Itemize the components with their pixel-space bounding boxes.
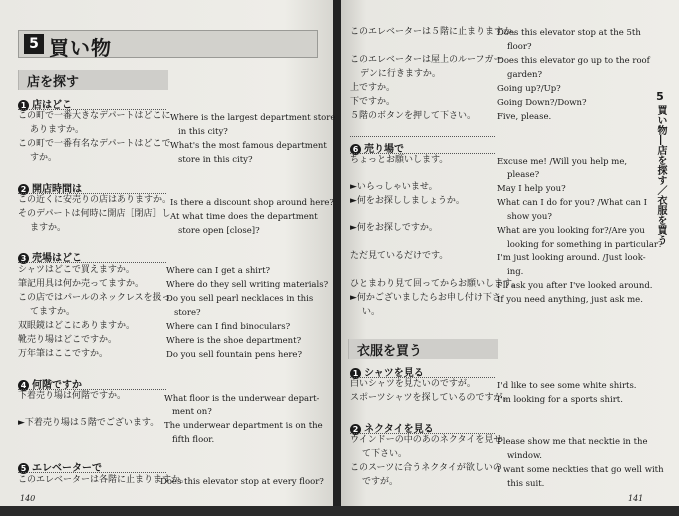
en-phrase: garden? <box>507 70 543 80</box>
dotted-divider <box>350 136 495 137</box>
en-phrase: in this city? <box>178 127 228 137</box>
jp-phrase: すか。 <box>30 153 58 163</box>
dotted-divider <box>18 262 166 263</box>
en-phrase: Going up?/Up? <box>497 84 561 94</box>
jp-phrase: ちょっとお願いします。 <box>350 155 449 165</box>
subsection-number: 4 <box>18 380 29 391</box>
subsection-title: 店はどこ <box>32 100 72 111</box>
jp-phrase: 下着売り場は何階ですか。 <box>18 391 127 401</box>
subsection-title: シャツを見る <box>364 368 424 379</box>
en-phrase: window. <box>507 451 542 461</box>
section-title: 店を探す <box>27 75 80 90</box>
jp-phrase: て下さい。 <box>362 449 408 459</box>
en-phrase: Where can I find binoculars? <box>166 322 291 332</box>
subsection-number: 6 <box>350 144 361 155</box>
en-phrase: I'd like to see some white shirts. <box>497 381 637 391</box>
jp-phrase: この近くに安売りの店はありますか。 <box>18 195 172 205</box>
en-phrase: I'm just looking around. /Just look- <box>497 253 646 263</box>
subsection-number: 2 <box>350 424 361 435</box>
en-phrase: store in this city? <box>178 155 253 165</box>
subsection-number: 3 <box>18 253 29 264</box>
jp-phrase: ►何をお探しですか。 <box>350 223 438 233</box>
jp-phrase: ５階のボタンを押して下さい。 <box>350 111 477 121</box>
en-phrase: I'm looking for a sports shirt. <box>497 395 623 405</box>
en-phrase: Excuse me! /Will you help me, <box>497 157 628 167</box>
en-phrase: If you need anything, just ask me. <box>497 295 643 305</box>
jp-phrase: ►何かございましたらお申し付け下さ <box>350 293 501 303</box>
subsection-number: 5 <box>18 463 29 474</box>
side-tab-text: 買い物―店を探す／衣服を買う <box>655 105 666 245</box>
jp-phrase: この町で一番有名なデパートはどこで <box>18 139 171 149</box>
jp-phrase: ますか。 <box>30 223 67 233</box>
page-number-right: 141 <box>628 494 644 503</box>
jp-phrase: 上ですか。 <box>350 83 396 93</box>
subsection-title: ネクタイを見る <box>364 424 434 435</box>
en-phrase: What's the most famous department <box>170 141 327 151</box>
en-phrase: Does this elevator go up to the roof <box>497 56 650 66</box>
jp-phrase: このスーツに合うネクタイが欲しいの <box>350 463 502 473</box>
subsection-title: 売り場で <box>364 144 404 155</box>
jp-phrase: 双眼鏡はどこにありますか。 <box>18 321 136 331</box>
jp-phrase: このエレベーターは５階に止まりますか。 <box>350 27 522 37</box>
book-gutter <box>333 0 341 516</box>
page-number-left: 140 <box>20 494 36 503</box>
en-phrase: looking for something in particular? <box>507 240 663 250</box>
en-phrase: I want some neckties that go well with <box>497 465 664 475</box>
jp-phrase: 筆記用具は何か売ってますか。 <box>18 279 145 289</box>
subsection-number: 1 <box>18 100 29 111</box>
jp-phrase: 下ですか。 <box>350 97 396 107</box>
jp-phrase: ウインドーの中のあのネクタイを見せ <box>350 435 503 445</box>
section-header-find-store <box>18 70 168 90</box>
jp-phrase: このエレベーターは屋上のルーフガー <box>350 55 503 65</box>
subsection-title: 何階ですか <box>32 380 82 391</box>
jp-phrase: ひとまわり見て回ってからお願いします。 <box>350 279 521 289</box>
jp-phrase: デンに行きますか。 <box>360 69 441 79</box>
en-phrase: Where is the shoe department? <box>166 336 302 346</box>
chapter-number: 5 <box>24 34 44 54</box>
jp-phrase: そのデパートは何時に開店［閉店］し <box>18 209 171 219</box>
side-tab <box>650 90 670 245</box>
en-phrase: Does this elevator stop at the 5th <box>497 28 641 38</box>
jp-phrase: 白いシャツを見たいのですが。 <box>350 379 476 389</box>
en-phrase: show you? <box>507 212 552 222</box>
en-phrase: At what time does the department <box>170 212 318 222</box>
en-phrase: ment on? <box>172 407 212 417</box>
subsection-title: 開店時間は <box>32 184 82 195</box>
subsection-number: 1 <box>350 368 361 379</box>
en-phrase: floor? <box>507 42 532 52</box>
dotted-divider <box>18 472 166 473</box>
en-phrase: The underwear department is on the <box>164 421 323 431</box>
jp-phrase: ►いらっしゃいませ。 <box>350 182 438 192</box>
en-phrase: please? <box>507 170 540 180</box>
en-phrase: fifth floor. <box>172 435 215 445</box>
en-phrase: Does this elevator stop at every floor? <box>160 477 324 487</box>
en-phrase: What floor is the underwear depart- <box>164 394 320 404</box>
en-phrase: store open [close]? <box>178 226 260 236</box>
chapter-header <box>18 30 318 58</box>
jp-phrase: い。 <box>362 307 381 317</box>
jp-phrase: 靴売り場はどこですか。 <box>18 335 118 345</box>
en-phrase: this suit. <box>507 479 545 489</box>
en-phrase: Where can I get a shirt? <box>166 266 271 276</box>
en-phrase: I'll ask you after I've looked around. <box>497 281 653 291</box>
jp-phrase: ►何をお探ししましょうか。 <box>350 196 465 206</box>
en-phrase: What can I do for you? /What can I <box>497 198 648 208</box>
en-phrase: Five, please. <box>497 112 552 122</box>
en-phrase: What are you looking for?/Are you <box>497 226 645 236</box>
jp-phrase: ありますか。 <box>30 125 85 135</box>
section-title: 衣服を買う <box>357 344 423 359</box>
en-phrase: Please show me that necktie in the <box>497 437 648 447</box>
en-phrase: store? <box>174 308 201 318</box>
jp-phrase: スポーツシャツを探しているのですが。 <box>350 393 512 403</box>
subsection-title: エレベーターで <box>32 463 102 474</box>
en-phrase: ing. <box>507 267 524 277</box>
jp-phrase: このエレベーターは各階に止まりますか。 <box>18 475 190 485</box>
en-phrase: Do you sell pearl necklaces in this <box>166 294 314 304</box>
jp-phrase: この店ではパールのネックレスを扱っ <box>18 293 171 303</box>
jp-phrase: ►下着売り場は５階でございます。 <box>18 418 160 428</box>
jp-phrase: ただ見ているだけです。 <box>350 251 449 261</box>
jp-phrase: シャツはどこで買えますか。 <box>18 265 135 275</box>
jp-phrase: 万年筆はここですか。 <box>18 349 109 359</box>
chapter-title: 買い物 <box>49 36 112 60</box>
jp-phrase: この町で一番大きなデパートはどこに <box>18 111 171 121</box>
bottom-edge <box>0 506 679 516</box>
en-phrase: Where do they sell writing materials? <box>166 280 329 290</box>
en-phrase: Is there a discount shop around here? <box>170 198 334 208</box>
subsection-title: 売場はどこ <box>32 253 82 264</box>
jp-phrase: てますか。 <box>30 307 76 317</box>
side-tab-number: 5 <box>656 90 664 103</box>
en-phrase: Where is the largest department store <box>170 113 336 123</box>
subsection-number: 2 <box>18 184 29 195</box>
jp-phrase: ですが。 <box>362 477 399 487</box>
section-header-buy-clothes <box>348 339 498 359</box>
en-phrase: Do you sell fountain pens here? <box>166 350 303 360</box>
en-phrase: Going Down?/Down? <box>497 98 587 108</box>
en-phrase: May I help you? <box>497 184 566 194</box>
